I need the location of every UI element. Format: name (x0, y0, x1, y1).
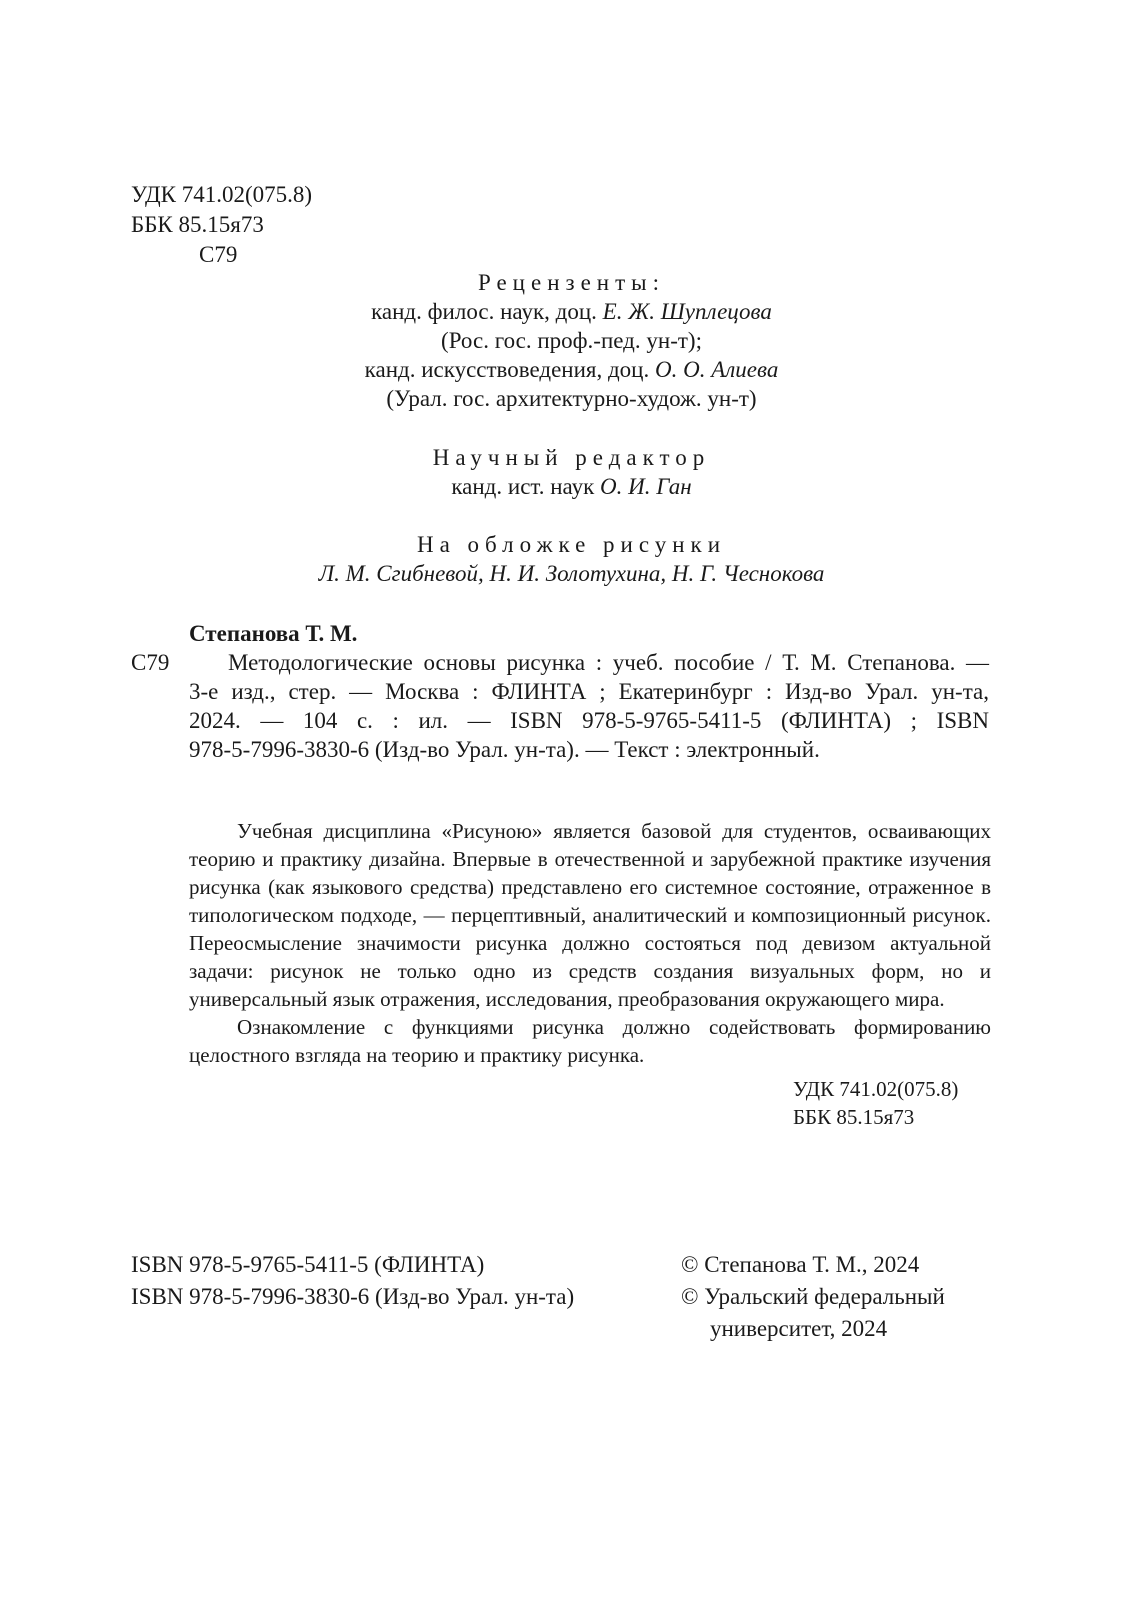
reviewers-heading: Рецензенты: (477, 270, 666, 295)
editor-degree: канд. ист. наук (451, 474, 595, 499)
bib-line-3: 2024. — 104 с. : ил. — ISBN 978-5-9765-5411-5 (ФЛИНТА) ; ISBN (189, 708, 989, 733)
editor-heading: Научный редактор (432, 445, 711, 470)
bib-author: Степанова Т. М. (189, 621, 358, 646)
bib-line-2: 3-е изд., стер. — Москва : ФЛИНТА ; Екатеринбург : Изд-во Урал. ун-та, (189, 679, 989, 704)
bib-first-line: Методологические основы рисунка : учеб. пособие / Т. М. Степанова. — (228, 650, 989, 675)
editor-name: О. И. Ган (600, 474, 692, 499)
bib-code: С79 (131, 650, 170, 675)
isbn-urfu: ISBN 978-5-7996-3830-6 (Изд-во Урал. ун-та) (131, 1284, 575, 1309)
abstract-paragraph-2: Ознакомление с функциями рисунка должно содействовать формированию целостного взгляда на теорию и практику рисунка. (189, 1015, 991, 1067)
isbn-flinta: ISBN 978-5-9765-5411-5 (ФЛИНТА) (131, 1252, 485, 1277)
copyright-university: © Уральский федеральный (681, 1284, 945, 1309)
cover-heading: На обложке рисунки (416, 532, 727, 557)
editor-line (0, 472, 1143, 502)
reviewer-1-affiliation: (Рос. гос. проф.-пед. ун-т); (441, 328, 702, 353)
reviewer-1 (0, 297, 1143, 327)
bbk-header: ББК 85.15я73 (131, 212, 264, 237)
copyright-author: © Степанова Т. М., 2024 (681, 1252, 920, 1277)
udk-header: УДК 741.02(075.8) (131, 182, 313, 207)
abstract-paragraph-1: Учебная дисциплина «Рисуною» является базовой для студентов, осваивающих теорию и практику дизайна. Впервые в отечественной и зарубежной практике изучения рисунка (как языкового средства) представлено его системное состояние, отраженное в типологическом подходе, — перцептивный, аналитический и композиционный рисунок. Переосмысление значимости рисунка должно состояться под девизом актуальной задачи: рисунок не только одно из средств создания визуальных форм, но и универсальный язык отражения, исследования, преобразования окружающего мира. (189, 819, 991, 1011)
abstract-udk: УДК 741.02(075.8) (793, 1077, 959, 1101)
author-sign-header: С79 (199, 242, 238, 267)
reviewer-1-name: Е. Ж. Шуплецова (602, 299, 772, 324)
reviewer-2-degree: канд. искусствоведения, доц. (364, 357, 650, 382)
reviewer-1-degree: канд. филос. наук, доц. (371, 299, 597, 324)
reviewer-2 (0, 355, 1143, 385)
reviewer-2-name: О. О. Алиева (655, 357, 779, 382)
abstract (189, 817, 991, 1069)
bib-line-4: 978-5-7996-3830-6 (Изд-во Урал. ун-та). — Текст : электронный. (189, 737, 820, 762)
copyright-university-cont: университет, 2024 (710, 1316, 888, 1341)
cover-artists: Л. М. Сгибневой, Н. И. Золотухина, Н. Г. Чеснокова (318, 561, 825, 586)
abstract-bbk: ББК 85.15я73 (793, 1105, 915, 1129)
reviewer-2-affiliation: (Урал. гос. архитектурно-худож. ун-т) (386, 386, 757, 411)
